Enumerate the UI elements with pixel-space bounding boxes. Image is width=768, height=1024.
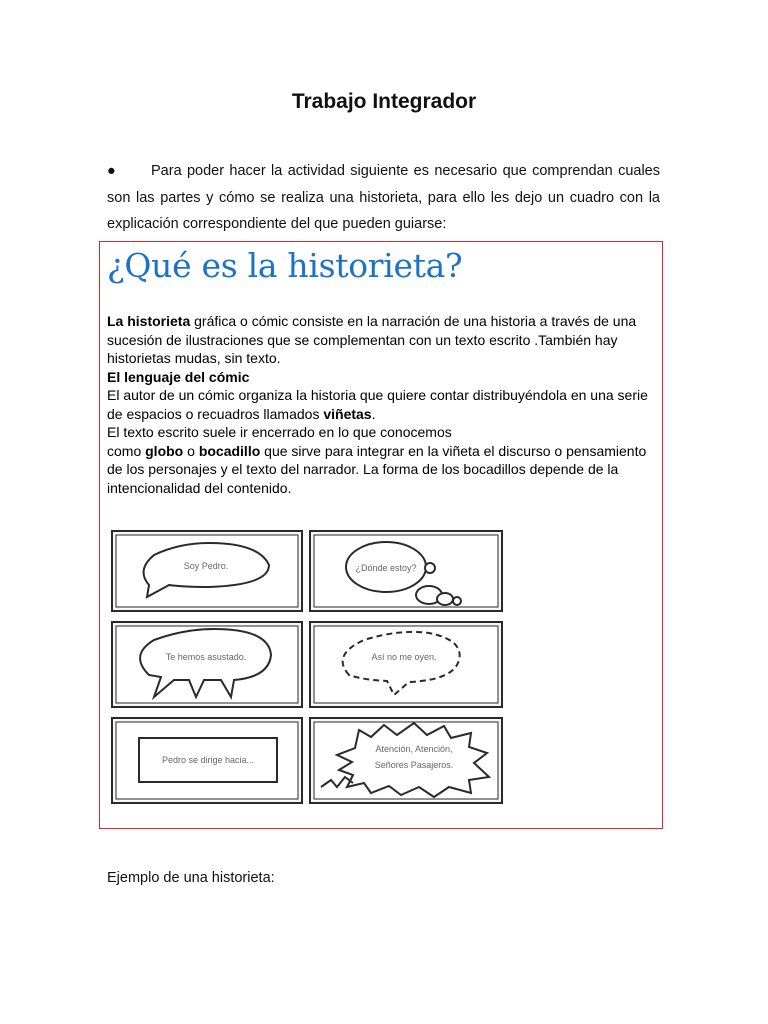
thought-text: ¿Dónde estoy? xyxy=(355,563,417,573)
broadcast-text-2: Señores Pasajeros. xyxy=(374,760,454,770)
globo-rest: que sirve para integrar en la viñeta el discurso o pensamiento de los personajes y el texto del narrador. La forma de los bocadillos depende de la intencionalidad del contenido. xyxy=(107,442,647,496)
vinetas-text: El autor de un cómic organiza la historia que quiere contar distribuyéndola en una serie de espacios o recuadros llamados xyxy=(107,387,648,422)
subheading xyxy=(107,368,655,387)
intro-paragraph xyxy=(107,158,660,238)
narrator-text: Pedro se dirige hacia... xyxy=(161,755,255,765)
globo-mid: o xyxy=(183,442,199,459)
page-title: Trabajo Integrador xyxy=(291,90,477,113)
shout-text: Te hemos asustado. xyxy=(165,652,247,662)
box-heading: ¿Qué es la historieta? xyxy=(107,246,463,285)
vinetas-end: . xyxy=(371,405,376,422)
definition-paragraph xyxy=(107,312,655,368)
subheading-text: El lenguaje del cómic xyxy=(107,368,250,385)
texto-escrito-line: El texto escrito suele ir encerrado en lo que conocemos xyxy=(107,424,452,440)
comic-panels-illustration xyxy=(109,525,509,810)
broadcast-text-1: Atención, Atención, xyxy=(375,744,453,754)
term-historieta: La historieta xyxy=(107,313,191,329)
globo-paragraph xyxy=(107,442,655,498)
bullet-point: ● xyxy=(107,163,116,179)
explanation-box xyxy=(99,241,663,829)
speech-text: Soy Pedro. xyxy=(183,561,229,571)
whisper-text: Así no me oyen. xyxy=(371,652,437,662)
intro-text: Para poder hacer la actividad siguiente es necesario que comprendan cuales son las partes y cómo se realiza una historieta, para ello les dejo un cuadro con la explicación correspondiente del que pueden guiarse: xyxy=(107,163,660,232)
term-globo: globo xyxy=(145,442,184,459)
vinetas-paragraph xyxy=(107,386,655,423)
globo-pre: como xyxy=(107,442,146,459)
term-vinetas: viñetas xyxy=(323,405,372,422)
example-label: Ejemplo de una historieta: xyxy=(107,870,275,886)
box-body xyxy=(107,312,655,497)
term-bocadillo: bocadillo xyxy=(198,442,261,459)
definition-text: gráfica o cómic consiste en la narración de una historia a través de una sucesión de ilustraciones que se complementan con un texto escrito .También hay historietas mudas, sin texto. xyxy=(107,313,637,366)
